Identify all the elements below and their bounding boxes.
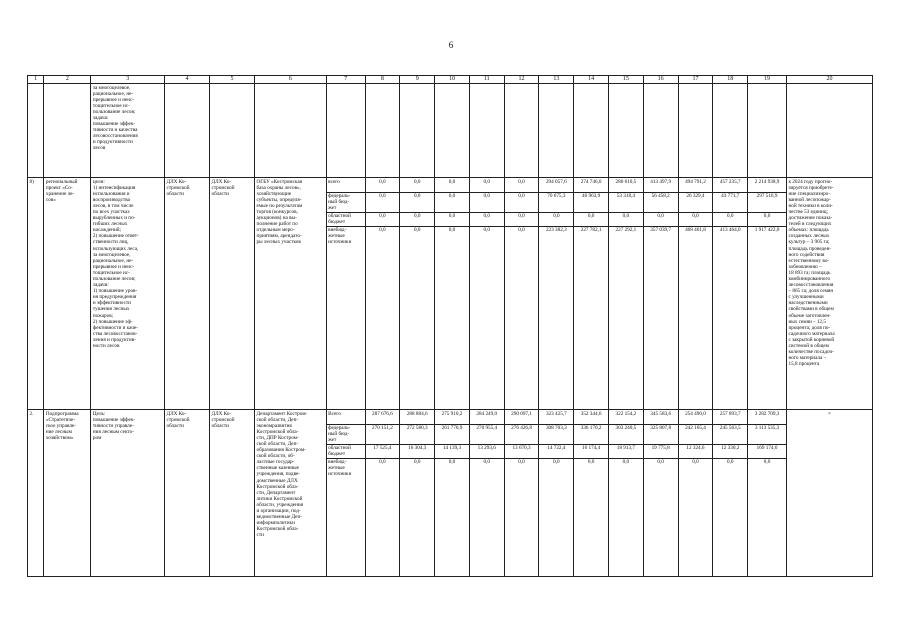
funding-year-column	[435, 410, 470, 577]
column-header: 10	[435, 76, 470, 84]
column-header: 19	[748, 76, 787, 84]
column-header: 14	[574, 76, 609, 84]
funding-value: 357 039,7	[650, 227, 672, 233]
column-header: 18	[713, 76, 748, 84]
funding-value: 0,0	[400, 179, 434, 194]
funding-value: 227 292,1	[615, 227, 637, 233]
funding-source-label: областной бюджет	[327, 445, 365, 460]
expected-result: ×	[786, 410, 872, 577]
funding-year-column	[678, 178, 713, 410]
funding-value: 0,0	[470, 193, 504, 213]
funding-value: 0,0	[763, 459, 771, 465]
funding-year-column	[748, 410, 787, 577]
funding-source-label: областной бюджет	[327, 213, 365, 228]
funding-year-column	[365, 178, 400, 410]
funding-source-label: федераль- ный бюд- жет	[327, 193, 365, 213]
funding-value: 280 610,5	[609, 179, 643, 194]
funding-value: 56 458,2	[644, 193, 678, 213]
row-number: 2.	[28, 410, 44, 577]
responsible-executor: ДЛХ Ко- стромской области	[210, 178, 255, 410]
funding-value: 70 675,3	[539, 193, 573, 213]
funding-value: 169 174,0	[748, 445, 786, 460]
funding-value: 494 791,2	[679, 179, 713, 194]
funding-value: 0,0	[539, 213, 573, 228]
column-header: 15	[608, 76, 643, 84]
funding-value: 0,0	[400, 213, 434, 228]
funding-year-column	[365, 410, 400, 577]
funding-year-column	[469, 178, 504, 410]
funding-value: 242 165,4	[679, 425, 713, 445]
funding-year-column	[678, 410, 713, 577]
funding-value: 274 746,0	[574, 179, 608, 194]
funding-value: 0,0	[587, 459, 595, 465]
funding-value: 12 324,6	[679, 445, 713, 460]
funding-value: 0,0	[609, 213, 643, 228]
funding-value: 294 057,6	[539, 179, 573, 194]
funding-value: 290 097,1	[505, 411, 539, 426]
coordinator: ДЛХ Ко- стромской области	[165, 410, 210, 577]
funding-value: 223 382,3	[545, 227, 567, 233]
funding-value: 2 214 938,9	[748, 179, 786, 194]
funding-year-column	[400, 410, 435, 577]
funding-source-label: внебюд- жетные источники	[328, 227, 352, 246]
funding-value: 0,0	[574, 213, 608, 228]
column-header: 6	[255, 76, 327, 84]
funding-value: 0,0	[726, 459, 734, 465]
column-header: 7	[326, 76, 365, 84]
funding-value: 323 425,7	[539, 411, 573, 426]
funding-year-column	[574, 178, 609, 410]
funding-value: 0,0	[400, 193, 434, 213]
coordinator: ДЛХ Ко- стромской области	[165, 178, 210, 410]
funding-year-column	[539, 410, 574, 577]
funding-value: 0,0	[366, 179, 400, 194]
funding-value: 26 329,4	[679, 193, 713, 213]
funding-year-column	[608, 178, 643, 410]
funding-value: 254 490,0	[679, 411, 713, 426]
funding-year-column	[608, 410, 643, 577]
funding-year-column	[504, 178, 539, 410]
column-header: 20	[786, 76, 872, 84]
header-row	[28, 76, 873, 84]
funding-source-label: внебюд- жетные источники	[328, 459, 352, 478]
funding-source-label: всего	[327, 179, 365, 194]
funding-value: 14 722,4	[539, 445, 573, 460]
funding-value: 413 464,0	[719, 227, 741, 233]
funding-value: 0,0	[379, 227, 386, 233]
funding-value: 46 963,9	[574, 193, 608, 213]
funding-value: 14 139,3	[435, 445, 469, 460]
funding-value: 0,0	[505, 179, 539, 194]
funding-value: 287 676,6	[366, 411, 400, 426]
funding-value: 413 497,9	[644, 179, 678, 194]
funding-value: 0,0	[448, 459, 456, 465]
funding-value: 0,0	[644, 213, 678, 228]
funding-value: 325 807,8	[644, 425, 678, 445]
funding-value: 17 525,4	[366, 445, 400, 460]
funding-value: 0,0	[505, 193, 539, 213]
funding-source-label: федераль- ный бюд- жет	[327, 425, 365, 445]
column-header: 1	[28, 76, 44, 84]
funding-value: 0,0	[483, 227, 490, 233]
funding-year-column	[713, 178, 748, 410]
funding-year-column	[539, 178, 574, 410]
funding-value: 0,0	[366, 193, 400, 213]
row-number: 8)	[28, 178, 44, 410]
funding-value: 336 170,2	[574, 425, 608, 445]
table-row-subprogram	[28, 410, 873, 577]
co-executors: ОГБУ «Костромская база охраны лесов», хозяйствующие субъекты, определя- емые по результатам торгов (конкурсов, аукционов) на вы- полнение работ по отдельным меро- приятиям, арендато- ры лесных участков	[255, 178, 327, 410]
funding-value: 0,0	[518, 459, 525, 465]
column-header: 5	[210, 76, 255, 84]
funding-value: 297 516,9	[748, 193, 786, 213]
funding-value: 16 304,3	[400, 445, 434, 460]
funding-value: 0,0	[505, 213, 539, 228]
column-header: 11	[469, 76, 504, 84]
funding-value: 0,0	[622, 459, 630, 465]
funding-value: 322 154,2	[609, 411, 643, 426]
funding-year-column	[435, 178, 470, 410]
column-header: 8	[365, 76, 400, 84]
funding-value: 0,0	[379, 459, 386, 465]
funding-value: 276 426,8	[505, 425, 539, 445]
funding-value: 0,0	[435, 193, 469, 213]
funding-value: 0,0	[435, 213, 469, 228]
funding-sources	[326, 178, 365, 410]
goal-text-continued: за многоцелевое, рациональное, не- прерывное и неис- тощительное ис- пользование лесов; задача: повышение эффек- тивности и качества лесовосстановления и продуктивности лесов	[91, 84, 165, 178]
funding-year-column	[643, 410, 678, 577]
funding-value: 468 461,8	[685, 227, 706, 233]
funding-value: 308 703,3	[539, 425, 573, 445]
funding-value: 0,0	[470, 213, 504, 228]
funding-value: 0,0	[366, 213, 400, 228]
column-header: 9	[400, 76, 435, 84]
funding-value: 53 318,4	[609, 193, 643, 213]
column-header: 3	[91, 76, 165, 84]
column-header: 13	[539, 76, 574, 84]
funding-year-column	[400, 178, 435, 410]
column-header: 2	[44, 76, 91, 84]
page-number: 6	[448, 40, 454, 50]
funding-value: 272 580,3	[400, 425, 434, 445]
funding-value: 3 113 535,3	[748, 425, 786, 445]
column-header: 17	[678, 76, 713, 84]
funding-value: 227 782,1	[580, 227, 602, 233]
funding-value: 19 775,8	[644, 445, 678, 460]
goal-text: Цель: повышение эффек- тивности управле- ния лесным секто- ром	[91, 410, 165, 577]
program-name: региональный проект «Со- хранение ле- сов»	[44, 178, 91, 410]
funding-value: 0,0	[435, 179, 469, 194]
funding-value: 18 913,7	[609, 445, 643, 460]
funding-value: 0,0	[483, 459, 490, 465]
expected-result: к 2024 году прогно- зируется приобрете- ние специализиро- ванной лесопожар- ной техники в коли- честве 53 единиц; достижение показа- телей в следующих объемах: площадь созданных лесных культур – 3 905 га; площадь проведен- ного содействия естественному во- зобновлению – 18 893 га; площадь комбинированного лесовосстановления – 865 га; доля семян с улучшенными наследственными свойствами в общем объеме заготовлен- ных семян – 12,5 процента; доля по- садочного материала с закрытой корневой системой в общем количестве посадоч- ного материала – 15,8 процента	[786, 178, 872, 410]
funding-value: 270 955,4	[470, 425, 504, 445]
table-row-project	[28, 178, 873, 410]
funding-value: 0,0	[748, 213, 786, 228]
funding-value: 43 771,7	[713, 193, 747, 213]
funding-value: 0,0	[413, 227, 421, 233]
co-executors: Департамент Костром- ской области, Деп- экономразвития Костромской обла- сти, ДПР Костром- ской области, Деп- образования Костром- ской области, об- ластные государ- ственные казенные учреждения, подве- домственные ДЛХ Костромской обла- сти, Департамент литики Костромской области, учреждения и организации, под- ведомственные Деп- информполитики Костромской обла- сти	[255, 410, 327, 577]
funding-value: 303 240,5	[609, 425, 643, 445]
column-header: 12	[504, 76, 539, 84]
funding-sources	[326, 410, 365, 577]
funding-value: 284 249,0	[470, 411, 504, 426]
funding-value: 0,0	[518, 227, 525, 233]
funding-value: 457 235,7	[713, 179, 747, 194]
table-row-continuation	[28, 84, 873, 178]
program-name: Подпрограмма «Стратегиче- ское управле- ние лесным хозяйством»	[44, 410, 91, 577]
funding-value: 0,0	[470, 179, 504, 194]
column-header: 4	[165, 76, 210, 84]
funding-value: 0,0	[448, 227, 456, 233]
funding-value: 245 563,5	[713, 425, 747, 445]
funding-value: 0,0	[679, 213, 713, 228]
funding-value: 12 330,2	[713, 445, 747, 460]
funding-year-column	[504, 410, 539, 577]
funding-value: 270 151,2	[366, 425, 400, 445]
funding-year-column	[469, 410, 504, 577]
funding-source-label: Всего	[327, 411, 365, 426]
funding-value: 275 910,2	[435, 411, 469, 426]
column-header: 16	[643, 76, 678, 84]
funding-value: 0,0	[553, 459, 560, 465]
funding-year-column	[643, 178, 678, 410]
funding-value: 16 174,4	[574, 445, 608, 460]
funding-value: 0,0	[657, 459, 664, 465]
funding-value: 0,0	[713, 213, 747, 228]
funding-value: 13 670,3	[505, 445, 539, 460]
funding-value: 13 293,6	[470, 445, 504, 460]
funding-value: 261 770,9	[435, 425, 469, 445]
program-table	[27, 75, 873, 577]
funding-year-column	[574, 410, 609, 577]
funding-value: 257 893,7	[713, 411, 747, 426]
funding-year-column	[713, 410, 748, 577]
responsible-executor: ДЛХ Ко- стромской области	[210, 410, 255, 577]
funding-value: 1 917 422,0	[754, 227, 780, 233]
funding-value: 345 583,6	[644, 411, 678, 426]
funding-value: 0,0	[692, 459, 699, 465]
funding-year-column	[748, 178, 787, 410]
funding-value: 288 884,6	[400, 411, 434, 426]
funding-value: 3 282 709,3	[748, 411, 786, 426]
funding-value: 0,0	[413, 459, 421, 465]
goal-text: цели: 1) интенсификация использования и воспроизводства лесов, в том числе по всех участках вырубленных и по- гибших лесных насаждений; 2) повышение ответ- ственности лиц, использующих леса, за многоцелевое, рациональное, не- прерывное и неис- тощительное ис- пользование лесов; задачи: 1) повышение уров- ня предупреждения и эффективности тушения лесных пожаров; 2) повышение эф- фективности и каче- ства лесовосстанов- ления и продуктив- ности лесов	[91, 178, 165, 410]
funding-value: 352 344,6	[574, 411, 608, 426]
